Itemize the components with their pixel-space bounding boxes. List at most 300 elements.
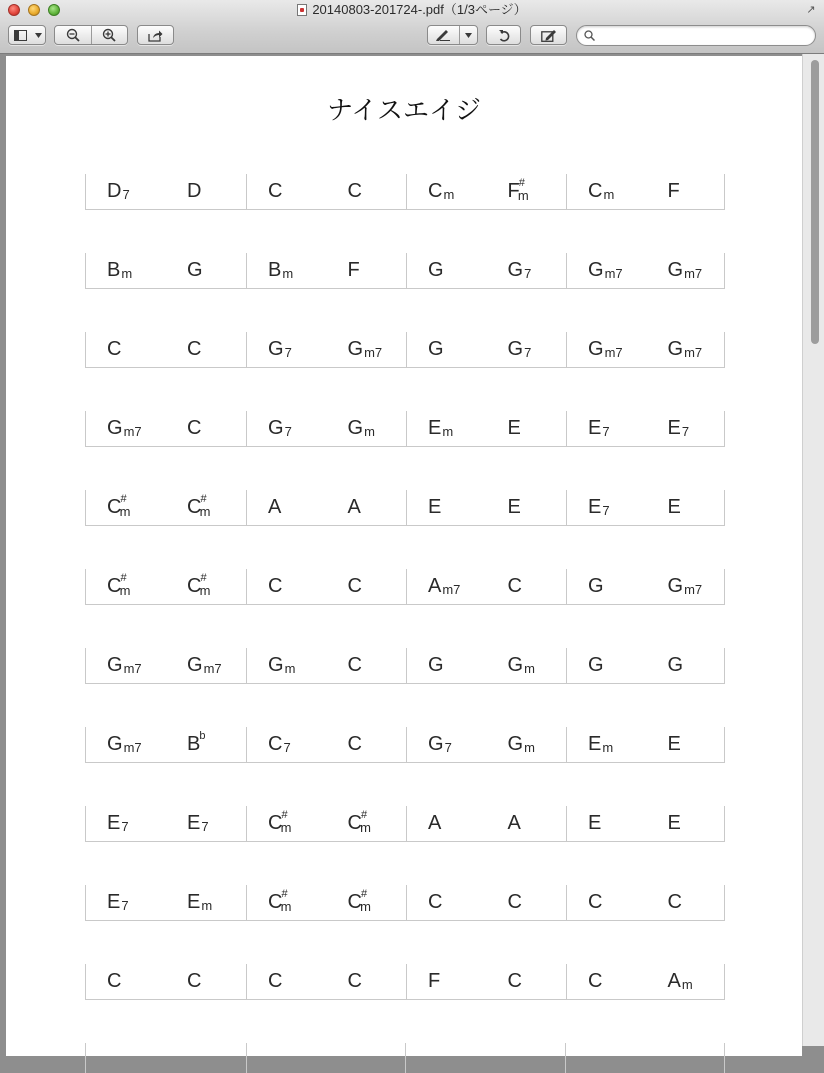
chord	[647, 253, 727, 288]
chord-root: G	[268, 654, 284, 676]
measure	[566, 806, 726, 841]
chord	[567, 727, 647, 762]
chord	[407, 253, 487, 288]
annotate-button[interactable]	[427, 25, 478, 45]
chord	[487, 569, 567, 604]
chord	[247, 332, 327, 367]
chord	[247, 253, 327, 288]
chord	[247, 411, 327, 446]
chord-root: G	[588, 575, 604, 597]
measure	[86, 1043, 246, 1073]
chord-root: C	[107, 970, 122, 992]
chord-quality: 7	[681, 424, 690, 439]
chord	[487, 411, 567, 446]
chord-quality: 7	[602, 424, 610, 439]
chord-root: G	[588, 654, 604, 676]
chord-root: E	[428, 417, 442, 439]
measure	[566, 253, 726, 288]
search-input[interactable]	[599, 28, 803, 44]
chord	[327, 964, 407, 999]
measure	[406, 569, 566, 604]
chord-root: G	[428, 654, 444, 676]
song-title: ナイスエイジ	[327, 96, 481, 126]
chord-root: C	[667, 891, 682, 913]
chord-quality: m7	[604, 345, 623, 360]
chord-root: G	[667, 654, 684, 676]
chord	[567, 253, 647, 288]
chord	[647, 411, 727, 446]
chord	[487, 253, 567, 288]
chord	[647, 806, 727, 841]
chord	[647, 332, 727, 367]
chord	[407, 964, 487, 999]
chord-root: G	[107, 733, 123, 755]
measure	[246, 727, 406, 762]
chord-quality: 7	[284, 424, 292, 439]
chord	[647, 174, 727, 209]
chord-row	[85, 806, 725, 842]
chevron-down-icon	[459, 26, 477, 44]
chord	[247, 174, 327, 209]
chord-root: C	[347, 575, 362, 597]
fullscreen-icon[interactable]: ↗	[806, 4, 816, 16]
chord-root: E	[588, 417, 602, 439]
chord	[86, 490, 166, 525]
chord-row	[85, 253, 725, 289]
chord-root: C	[268, 812, 283, 834]
chord-root: E	[588, 812, 602, 834]
chord-quality: m	[121, 266, 133, 281]
chord-accidental: #	[120, 571, 127, 584]
chord-root: F	[428, 970, 441, 992]
chord-quality: 7	[201, 819, 209, 834]
measure	[246, 648, 406, 683]
scrollbar-thumb[interactable]	[811, 60, 819, 344]
chord-root: C	[347, 970, 362, 992]
chord	[247, 964, 327, 999]
chord-root: C	[347, 812, 362, 834]
measure	[566, 174, 726, 209]
chord-quality: 7	[122, 187, 130, 202]
measure	[86, 332, 246, 367]
chord-quality: 7	[524, 345, 532, 360]
chord-root: C	[588, 970, 603, 992]
measure	[566, 885, 726, 920]
window-title: 20140803-201724-.pdf（1/3ページ）	[312, 2, 527, 17]
chord-root: F	[507, 180, 520, 202]
chord-root: D	[107, 180, 122, 202]
chord-root: G	[507, 733, 524, 755]
chord	[327, 411, 407, 446]
chord	[247, 648, 327, 683]
chord-root: A	[507, 812, 521, 834]
chord	[567, 648, 647, 683]
chord	[487, 490, 567, 525]
measure	[246, 174, 406, 209]
chord	[647, 569, 727, 604]
measure	[566, 964, 726, 999]
chord	[247, 490, 327, 525]
measure	[566, 727, 726, 762]
chord-quality: m	[602, 740, 614, 755]
chord-root: E	[667, 496, 681, 518]
chord-root: G	[187, 654, 203, 676]
measure	[246, 569, 406, 604]
chord-root: E	[667, 417, 681, 439]
measure	[566, 411, 726, 446]
chord	[86, 727, 166, 762]
chord-root: C	[187, 496, 202, 518]
chord	[487, 885, 567, 920]
measure	[566, 490, 726, 525]
chord-root: G	[268, 338, 284, 360]
chord-quality: m7	[684, 345, 703, 360]
pdf-page	[6, 56, 802, 1056]
chord	[247, 806, 327, 841]
chord-quality: m7	[604, 266, 623, 281]
chord-root: C	[268, 180, 283, 202]
share-icon	[148, 29, 163, 42]
chord	[166, 648, 246, 683]
zoom-out-button[interactable]	[55, 26, 91, 44]
search-field[interactable]	[576, 25, 816, 46]
chord	[86, 885, 166, 920]
chord-root: G	[667, 259, 684, 281]
measure	[406, 885, 566, 920]
chord	[166, 806, 246, 841]
measure	[86, 885, 246, 920]
chord	[166, 332, 246, 367]
chord-root: B	[268, 259, 282, 281]
chord-root: G	[268, 417, 284, 439]
chord-quality: m	[119, 504, 131, 519]
window-title-area	[0, 2, 824, 18]
chord	[327, 569, 407, 604]
chord-quality: m	[199, 583, 211, 598]
chord-quality: m	[199, 504, 211, 519]
chord-root: G	[428, 338, 444, 360]
chord-row	[85, 174, 725, 210]
measure	[406, 490, 566, 525]
chord-root: E	[187, 812, 201, 834]
share-button[interactable]	[137, 25, 174, 45]
chord	[647, 885, 727, 920]
measure	[86, 806, 246, 841]
measure	[86, 964, 246, 999]
chord-row	[85, 411, 725, 447]
chord-accidental: b	[199, 729, 206, 742]
chord-quality: m	[517, 188, 529, 203]
chord-quality: 7	[602, 503, 610, 518]
measure	[86, 727, 246, 762]
chord-root: C	[268, 970, 283, 992]
chevron-down-icon	[32, 26, 45, 44]
chord-root: G	[667, 338, 684, 360]
chord-accidental: #	[281, 808, 288, 821]
chord	[407, 174, 487, 209]
edit-toolbar-button[interactable]	[530, 25, 567, 45]
chord	[487, 648, 567, 683]
chord	[487, 964, 567, 999]
chord-root: C	[507, 970, 522, 992]
chord-root: C	[268, 891, 283, 913]
chord	[407, 332, 487, 367]
chord-root: G	[507, 338, 524, 360]
chord-root: G	[428, 259, 444, 281]
measure	[246, 253, 406, 288]
chord-root: C	[107, 575, 122, 597]
chord	[86, 964, 166, 999]
chord-row	[85, 648, 725, 684]
chord-root: G	[107, 654, 123, 676]
chord-quality: m	[681, 977, 693, 992]
chord	[487, 727, 567, 762]
chord-root: C	[107, 496, 122, 518]
chord-row	[85, 490, 725, 526]
chord-quality: m7	[684, 582, 703, 597]
chord-root: E	[507, 417, 521, 439]
zoom-control	[54, 25, 128, 45]
measure	[406, 964, 566, 999]
chord	[567, 885, 647, 920]
chord-quality: m	[443, 187, 455, 202]
chord-root: E	[667, 733, 681, 755]
chord-accidental: #	[360, 808, 368, 821]
vertical-scrollbar[interactable]	[802, 54, 824, 1046]
chord	[327, 174, 407, 209]
edit-icon	[541, 29, 557, 42]
chord-root: B	[187, 733, 201, 755]
chord-row-partial	[85, 1043, 725, 1073]
chord-root: E	[667, 812, 681, 834]
chord	[567, 411, 647, 446]
chord-quality: 7	[524, 266, 532, 281]
chord-root: B	[107, 259, 121, 281]
chord-root: G	[107, 417, 123, 439]
chord-quality: m	[282, 266, 294, 281]
chord	[487, 806, 567, 841]
measure	[406, 806, 566, 841]
chord-root: E	[588, 733, 602, 755]
chord-quality: m	[603, 187, 615, 202]
chord-root: E	[588, 496, 602, 518]
chord-quality: m	[364, 424, 375, 439]
chord-root: E	[507, 496, 521, 518]
chord	[407, 411, 487, 446]
measure	[565, 1043, 725, 1073]
pdf-document-icon	[297, 4, 307, 16]
chord	[407, 648, 487, 683]
measure	[246, 964, 406, 999]
pen-icon	[428, 26, 459, 44]
zoom-out-icon	[66, 28, 80, 42]
chord	[407, 490, 487, 525]
rotate-icon	[498, 29, 510, 42]
chord	[647, 490, 727, 525]
chord-root: G	[588, 259, 604, 281]
measure	[566, 332, 726, 367]
chord	[567, 806, 647, 841]
document-viewport	[0, 54, 824, 1046]
search-icon	[584, 30, 595, 41]
chord	[86, 332, 166, 367]
chord-root: C	[268, 575, 283, 597]
measure	[246, 1043, 406, 1073]
measure	[86, 411, 246, 446]
measure	[406, 727, 566, 762]
chord-root: E	[107, 812, 121, 834]
chord	[86, 569, 166, 604]
chord-root: C	[347, 891, 362, 913]
measure	[86, 253, 246, 288]
chord	[647, 964, 727, 999]
chord-root: C	[107, 338, 122, 360]
chord-quality: m7	[123, 424, 142, 439]
chord-quality: m7	[123, 661, 142, 676]
chord-row	[85, 569, 725, 605]
measure	[86, 569, 246, 604]
chord-quality: m	[360, 899, 371, 914]
chord	[327, 332, 407, 367]
chord	[327, 806, 407, 841]
chord-root: C	[507, 891, 522, 913]
measure	[406, 332, 566, 367]
chord-accidental: #	[518, 176, 525, 189]
chord-root: E	[107, 891, 121, 913]
chord-root: A	[268, 496, 282, 518]
chord-root: A	[667, 970, 681, 992]
chord	[327, 885, 407, 920]
measure	[406, 648, 566, 683]
measure	[246, 885, 406, 920]
chord-root: G	[667, 575, 684, 597]
chord-row	[85, 964, 725, 1000]
chord	[567, 332, 647, 367]
chord-root: G	[507, 259, 524, 281]
chord-root: C	[187, 970, 202, 992]
chord-accidental: #	[120, 492, 127, 505]
chord-root: C	[347, 180, 362, 202]
chord	[407, 806, 487, 841]
chord	[86, 253, 166, 288]
chord	[86, 648, 166, 683]
chord-root: C	[187, 417, 202, 439]
chord	[247, 885, 327, 920]
chord-root: C	[588, 891, 603, 913]
chord-quality: m	[442, 424, 454, 439]
zoom-in-icon	[102, 28, 116, 42]
chord-root: A	[347, 496, 361, 518]
measure	[406, 174, 566, 209]
chord	[166, 964, 246, 999]
chord-quality: 7	[284, 345, 292, 360]
chord-quality: m	[284, 661, 296, 676]
chord-root: E	[428, 496, 442, 518]
measure	[246, 332, 406, 367]
chord-row	[85, 332, 725, 368]
chord-root: C	[507, 575, 522, 597]
chord	[86, 174, 166, 209]
chord-quality: m7	[364, 345, 383, 360]
chord	[567, 569, 647, 604]
chord-quality: m7	[123, 740, 142, 755]
chord-quality: m	[119, 583, 131, 598]
chord-root: A	[428, 812, 442, 834]
chord	[327, 727, 407, 762]
chord	[567, 174, 647, 209]
chord-chart	[85, 174, 725, 1073]
chord-quality: m	[524, 661, 535, 676]
chord	[327, 253, 407, 288]
chord-root: G	[507, 654, 524, 676]
chord-root: C	[347, 733, 362, 755]
chord	[247, 727, 327, 762]
chord-root: C	[428, 180, 443, 202]
chord-quality: m7	[442, 582, 461, 597]
zoom-in-button[interactable]	[91, 26, 127, 44]
chord	[166, 490, 246, 525]
chord-root: C	[428, 891, 443, 913]
chord-root: G	[187, 259, 203, 281]
chord-root: A	[428, 575, 442, 597]
measure	[405, 1043, 565, 1073]
chord-quality: 7	[283, 740, 291, 755]
measure	[86, 490, 246, 525]
chord-quality: m	[524, 740, 535, 755]
chord-root: G	[428, 733, 444, 755]
chord	[86, 806, 166, 841]
chord-quality: m	[201, 898, 213, 913]
sidebar-view-button[interactable]	[8, 25, 46, 45]
chord	[166, 727, 246, 762]
chord	[247, 569, 327, 604]
sidebar-icon	[9, 26, 32, 44]
chord-accidental: #	[360, 887, 368, 900]
chord-root: F	[667, 180, 680, 202]
measure	[406, 253, 566, 288]
chord-root: G	[588, 338, 604, 360]
measure	[566, 648, 726, 683]
chord	[487, 332, 567, 367]
chord-accidental: #	[281, 887, 288, 900]
chord-accidental: #	[200, 571, 207, 584]
chord	[407, 885, 487, 920]
chord	[166, 569, 246, 604]
chord-quality: 7	[121, 819, 129, 834]
chord	[166, 253, 246, 288]
chord-quality: m	[280, 820, 292, 835]
chord-root: G	[347, 338, 364, 360]
chord	[166, 885, 246, 920]
chord-quality: 7	[121, 898, 129, 913]
chord	[407, 727, 487, 762]
chord-quality: m	[280, 899, 292, 914]
rotate-button[interactable]	[486, 25, 521, 45]
chord-root: G	[347, 417, 364, 439]
measure	[406, 411, 566, 446]
chord	[166, 174, 246, 209]
chord	[166, 411, 246, 446]
chord-quality: m	[360, 820, 371, 835]
chord-row	[85, 727, 725, 763]
measure	[246, 411, 406, 446]
chord	[327, 490, 407, 525]
chord	[86, 411, 166, 446]
chord-root: C	[268, 733, 283, 755]
chord-row	[85, 885, 725, 921]
chord-root: E	[187, 891, 201, 913]
chord	[407, 569, 487, 604]
